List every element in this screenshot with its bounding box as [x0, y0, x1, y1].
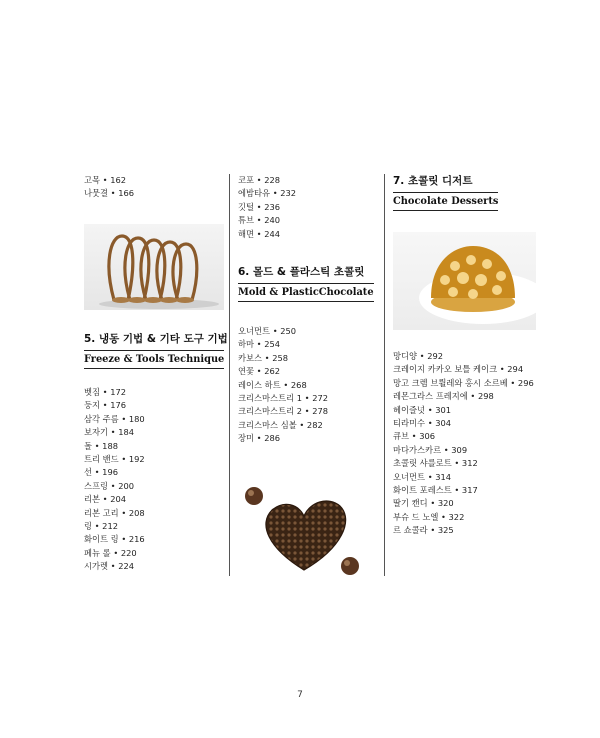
section-5 — [84, 332, 229, 574]
section-7-title-en: Chocolate Desserts — [393, 192, 498, 211]
section-6-list — [238, 325, 383, 446]
page-number: 7 — [297, 690, 303, 700]
toc-entry[interactable]: 삼각 주름 • 180 — [84, 413, 145, 424]
toc-entry[interactable]: 큐브 • 306 — [393, 431, 436, 442]
toc-entry[interactable]: 벳짐 • 172 — [84, 387, 127, 397]
toc-entry[interactable]: 해면 • 244 — [238, 228, 281, 239]
section-7-title-ko: 7. 초콜릿 디저트 — [393, 175, 473, 187]
toc-entry[interactable]: 리본 고리 • 208 — [84, 507, 145, 518]
toc-entry[interactable]: 망디양 • 292 — [393, 351, 444, 361]
toc-entry[interactable]: 에밤타유 • 232 — [238, 188, 297, 199]
lace-heart-illustration — [238, 478, 378, 576]
toc-entry[interactable]: 둥지 • 176 — [84, 400, 127, 411]
toc-entry[interactable]: 깃털 • 236 — [238, 201, 281, 212]
toc-entry[interactable]: 스프링 • 200 — [84, 480, 135, 491]
column-divider — [384, 174, 385, 576]
col2-top-list — [238, 174, 378, 241]
section-6-title-en: Mold & PlasticChocolate — [238, 283, 374, 302]
toc-entry[interactable]: 연꽃 • 262 — [238, 366, 281, 377]
column-divider — [229, 174, 230, 576]
toc-entry[interactable]: 크레이지 카카오 보틀 케이크 • 294 — [393, 364, 524, 375]
toc-entry[interactable]: 망고 크렘 브륄레와 홍시 소르베 • 296 — [393, 377, 534, 388]
toc-entry[interactable]: 나뭇결 • 166 — [84, 188, 135, 199]
toc-entry[interactable]: 딸기 캔디 • 320 — [393, 498, 454, 509]
toc-entry[interactable]: 부슈 드 노엘 • 322 — [393, 511, 465, 522]
toc-entry[interactable]: 마다가스카르 • 309 — [393, 444, 468, 455]
chocolate-ribbon-loops-photo — [84, 224, 224, 310]
toc-column-2 — [238, 174, 378, 241]
lace-heart-chocolate-photo — [238, 478, 378, 576]
section-7-list — [393, 350, 543, 538]
toc-entry[interactable]: 오너먼트 • 314 — [393, 471, 452, 482]
toc-entry[interactable]: 코포 • 228 — [238, 175, 281, 185]
chocolate-dessert-dome-photo — [393, 232, 536, 330]
section-5-title-en: Freeze & Tools Technique — [84, 350, 224, 369]
toc-entry[interactable]: 티라미수 • 304 — [393, 418, 452, 429]
toc-entry[interactable]: 레이스 하트 • 268 — [238, 379, 307, 390]
toc-entry[interactable]: 크리스마스 심볼 • 282 — [238, 419, 323, 430]
toc-entry[interactable]: 페뉴 롤 • 220 — [84, 547, 137, 558]
toc-entry[interactable]: 르 쇼콜라 • 325 — [393, 525, 454, 536]
toc-entry[interactable]: 크리스마스트리 2 • 278 — [238, 406, 329, 417]
section-7 — [393, 174, 543, 211]
toc-entry[interactable]: 초콜릿 샤를로트 • 312 — [393, 458, 478, 469]
toc-entry[interactable]: 레몬그라스 프레지에 • 298 — [393, 391, 494, 402]
toc-entry[interactable]: 화이트 포레스트 • 317 — [393, 485, 478, 496]
toc-entry[interactable]: 링 • 212 — [84, 521, 119, 532]
toc-entry[interactable]: 화이트 링 • 216 — [84, 534, 145, 545]
ribbon-loops-illustration — [84, 224, 224, 310]
toc-entry[interactable]: 하마 • 254 — [238, 339, 281, 350]
toc-entry[interactable]: 선 • 196 — [84, 467, 119, 478]
dessert-dome-illustration — [393, 232, 536, 330]
toc-entry[interactable]: 고목 • 162 — [84, 175, 127, 185]
toc-entry[interactable]: 장미 • 286 — [238, 433, 281, 444]
col1-top-list — [84, 174, 224, 201]
section-5-list — [84, 386, 229, 574]
toc-entry[interactable]: 헤이즐넛 • 301 — [393, 404, 452, 415]
section-6-title-ko: 6. 몰드 & 플라스틱 초콜릿 — [238, 266, 365, 278]
toc-column-1 — [84, 174, 224, 201]
toc-entry[interactable]: 오너먼트 • 250 — [238, 326, 297, 336]
section-5-title-ko: 5. 냉동 기법 & 기타 도구 기법 — [84, 333, 228, 345]
section-7-entries — [393, 350, 543, 538]
toc-entry[interactable]: 트리 밴드 • 192 — [84, 454, 145, 465]
toc-entry[interactable]: 튜브 • 240 — [238, 215, 281, 226]
toc-entry[interactable]: 보자기 • 184 — [84, 427, 135, 438]
toc-entry[interactable]: 리본 • 204 — [84, 494, 127, 505]
toc-entry[interactable]: 크리스마스트리 1 • 272 — [238, 393, 329, 404]
toc-entry[interactable]: 돌 • 188 — [84, 440, 119, 451]
toc-entry[interactable]: 시가렛 • 224 — [84, 561, 135, 572]
section-6 — [238, 265, 383, 446]
toc-entry[interactable]: 카보스 • 258 — [238, 352, 289, 363]
